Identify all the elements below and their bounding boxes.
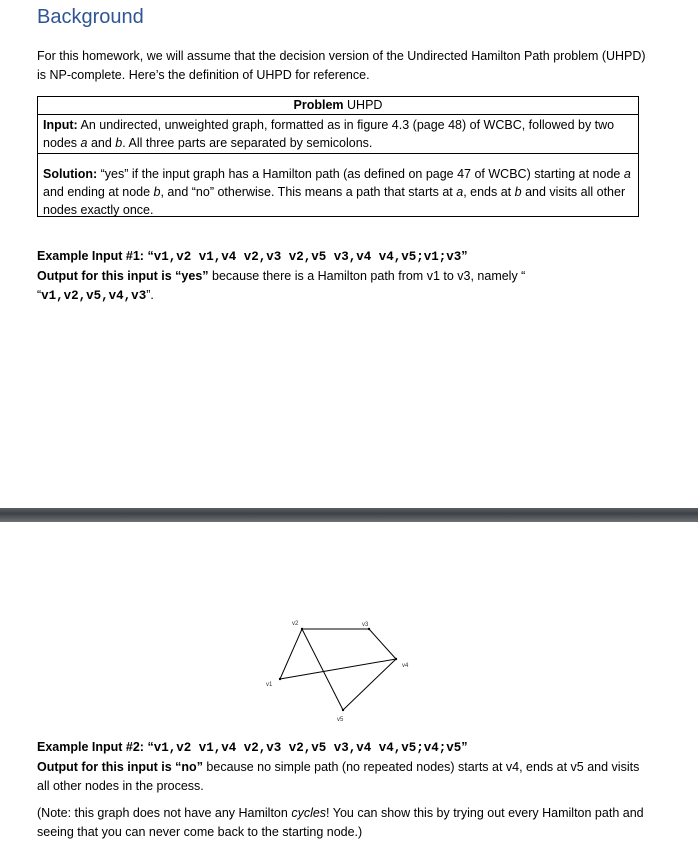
node-label-v5: v5 (337, 717, 344, 723)
section-heading: Background (37, 6, 144, 28)
problem-solution-cell: Solution: “yes” if the input graph has a Hamilton path (as defined on page 47 of WCBC) starting at node a and ending at node b, and “no” otherwise. This means a path that starts at a, ends at b and visits all other nodes exactly once. (43, 167, 631, 217)
node-v5 (342, 709, 344, 711)
problem-input-cell: Input: An undirected, unweighted graph, formatted as in figure 4.3 (page 48) of WCBC, followed by two nodes a and b. All three parts are separated by semicolons. (38, 115, 638, 154)
example-1: Example Input #1: “v1,v2 v1,v4 v2,v3 v2,v5 v3,v4 v4,v5;v1;v3” Output for this input is “yes” because there is a Hamilton path from v1 to v3, namely “ “v1,v2,v5,v4,v3”. (37, 249, 526, 303)
edge-v3-v4 (369, 629, 396, 659)
example-graph (0, 522, 698, 732)
node-v1 (279, 678, 281, 680)
problem-title: Problem UHPD (38, 97, 638, 115)
example-2: Example Input #2: “v1,v2 v1,v4 v2,v3 v2,v5 v3,v4 v4,v5;v4;v5” Output for this input is “no” because no simple path (no repeated nodes) starts at v4, ends at v5 and visits all other nodes in the process. (37, 740, 640, 793)
node-label-v2: v2 (292, 621, 299, 627)
node-v3 (368, 628, 370, 630)
node-v2 (301, 628, 303, 630)
page-separator (0, 508, 698, 522)
node-label-v3: v3 (362, 622, 369, 628)
node-v4 (395, 658, 397, 660)
node-label-v1: v1 (266, 682, 273, 688)
edge-v1-v2 (280, 629, 302, 679)
document-page-2 (0, 522, 698, 858)
problem-definition-box (37, 96, 639, 217)
note-paragraph: (Note: this graph does not have any Hamilton cycles! You can show this by trying out every Hamilton path and seeing that you can never come back to the starting node.) (37, 806, 644, 839)
node-label-v4: v4 (402, 663, 409, 669)
intro-paragraph: For this homework, we will assume that the decision version of the Undirected Hamilton Path problem (UHPD) is NP-complete. Here’s the definition of UHPD for reference. (37, 49, 646, 82)
